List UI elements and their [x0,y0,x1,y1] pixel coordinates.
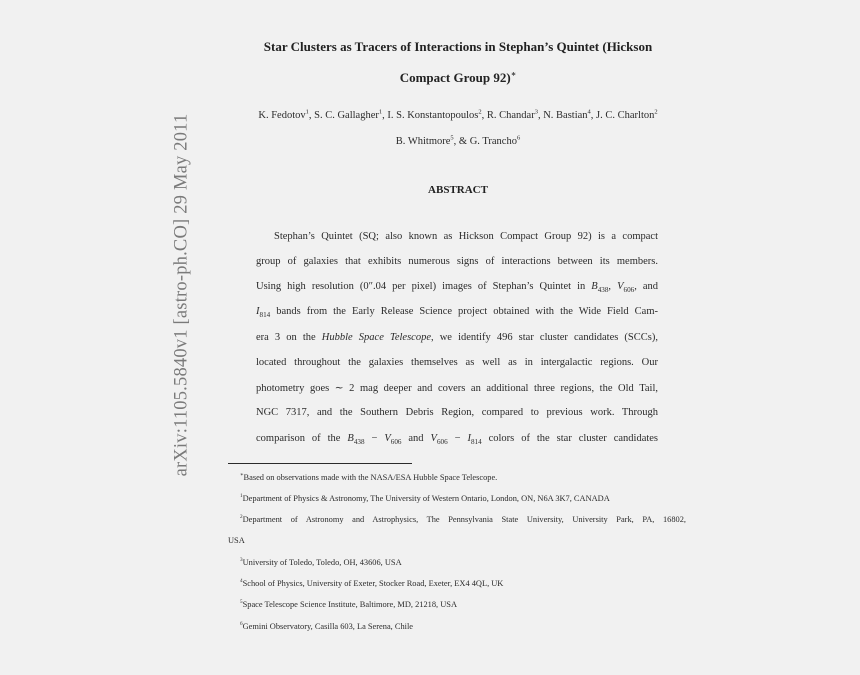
band-subscript: 606 [623,286,635,295]
arxiv-identifier: arXiv:1105.5840v1 [astro-ph.CO] 29 May 2011 [171,113,192,477]
abstract-text: Using high resolution (0″.04 per pixel) images of Stephan’s Quintet in [256,281,592,292]
abstract-line [256,382,658,394]
band-symbol: V [384,433,391,444]
band-subscript: 814 [259,311,271,320]
band-symbol: V [617,281,624,292]
author-separator: , [382,110,388,121]
abstract-heading: ABSTRACT [428,184,488,196]
band-subscript: 814 [470,438,482,447]
footnote-marker: 4 [240,578,243,585]
abstract-line [256,281,659,295]
author-affiliation: 2 [654,108,658,116]
abstract-text: Stephan’s Quintet (SQ; also known as Hickson Compact Group 92) is a compact [274,231,658,242]
footnote-marker: 5 [240,599,243,606]
footnote-marker: 3 [240,557,243,564]
abstract-text: photometry goes ∼ 2 mag deeper and covers an additional three regions, the Old Tail, [256,383,658,394]
band-b438 [347,433,365,447]
paper-title-line-1 [228,39,688,55]
author-separator: , [590,110,597,121]
abstract-text: , [608,281,618,292]
footnote-text: University of Toledo, Toledo, OH, 43606, USA [242,558,402,567]
band-symbol: V [430,433,437,444]
abstract-text: , we identify 496 star cluster candidates (SCCs), [431,332,658,343]
author-affiliation: 3 [534,108,538,116]
author-affiliation: 4 [587,108,591,116]
author-name: N. Bastian [543,110,588,121]
author-separator: , [537,110,544,121]
footnote-6 [240,622,413,631]
band-i814 [256,306,271,320]
abstract-line [274,231,658,242]
title-text-2: Compact Group 92) [399,70,511,85]
author-affiliation: 6 [516,134,521,142]
author-joiner: , & [453,136,470,147]
abstract-text: NGC 7317, and the Southern Debris Region, compared to previous work. Through [256,407,658,418]
author-name: B. Whitmore [395,136,451,147]
footnote-marker: ∗ [240,472,244,479]
band-subscript: 606 [436,438,448,447]
band-symbol: I [256,306,260,317]
abstract-text: and [401,433,431,444]
abstract-text: , and [634,281,659,292]
footnote-text: School of Physics, University of Exeter, Stocker Road, Exeter, EX4 4QL, UK [242,579,504,588]
abstract-text: comparison of the [256,433,348,444]
abstract-text: group of galaxies that exhibits numerous signs of interactions between its members. [256,256,658,267]
footnote-text: Space Telescope Science Institute, Baltimore, MD, 21218, USA [242,600,457,609]
band-subscript: 438 [597,286,609,295]
author-separator: , [481,110,487,121]
footnote-2 [240,515,686,524]
author-name: I. S. Konstantopoulos [387,110,479,121]
author-affiliation: 5 [450,134,454,142]
footnote-2-continuation: USA [228,536,245,545]
band-v606 [617,281,635,295]
minus-sign: − [447,433,468,444]
footnote-5 [240,600,457,609]
title-text-1: Star Clusters as Tracers of Interactions in Stephan’s Quintet (Hickson [263,39,653,54]
author-name: R. Chandar [486,110,535,121]
footnote-4 [240,579,503,588]
footnote-marker: 2 [240,514,243,521]
author-name: S. C. Gallagher [314,110,379,121]
abstract-line [256,332,658,343]
band-b438 [591,281,609,295]
author-name: G. Trancho [469,136,517,147]
paper-title-line-2 [228,70,688,86]
title-footnote-marker: ∗ [510,69,517,79]
band-symbol: I [467,433,471,444]
minus-sign: − [364,433,385,444]
telescope-name: Hubble Space Telescope [321,332,431,343]
footnote-3 [240,558,402,567]
author-separator: , [308,110,315,121]
band-subscript: 606 [390,438,402,447]
band-symbol: B [347,433,354,444]
footnote-text: Gemini Observatory, Casilla 603, La Serena, Chile [242,622,413,631]
footnote-text: Based on observations made with the NASA/ESA Hubble Space Telescope. [243,473,498,482]
band-v606 [430,433,448,447]
footnote-0 [240,473,497,482]
band-symbol: B [591,281,598,292]
abstract-text: colors of the star cluster candidates [481,433,659,444]
abstract-text: era 3 on the [256,332,322,343]
author-list-line-1 [225,110,691,121]
author-name: K. Fedotov [258,110,306,121]
author-affiliation: 1 [378,108,383,116]
abstract-line [256,306,658,320]
footnote-text: Department of Astronomy and Astrophysics, The Pennsylvania State University, University Park, PA, 16802, [242,515,686,524]
footnote-text: Department of Physics & Astronomy, The University of Western Ontario, London, ON, N6A 3K7, CANADA [242,494,610,503]
footnote-1 [240,494,610,503]
abstract-text: bands from the Early Release Science project obtained with the Wide Field Cam- [270,306,658,317]
footnote-marker: 1 [240,493,243,500]
band-subscript: 438 [353,438,365,447]
footnote-rule [228,463,412,464]
author-affiliation: 2 [478,108,482,116]
author-affiliation: 1 [305,108,309,116]
author-name: J. C. Charlton [596,110,655,121]
band-v606 [384,433,402,447]
band-i814 [467,433,482,447]
abstract-line [256,407,658,418]
abstract-line [256,357,658,368]
abstract-text: located throughout the galaxies themselves as well as in intergalactic regions. Our [256,357,658,368]
footnote-marker: 6 [240,621,243,628]
author-list-line-2 [225,136,691,147]
abstract-line [256,433,659,447]
abstract-line [256,256,658,267]
